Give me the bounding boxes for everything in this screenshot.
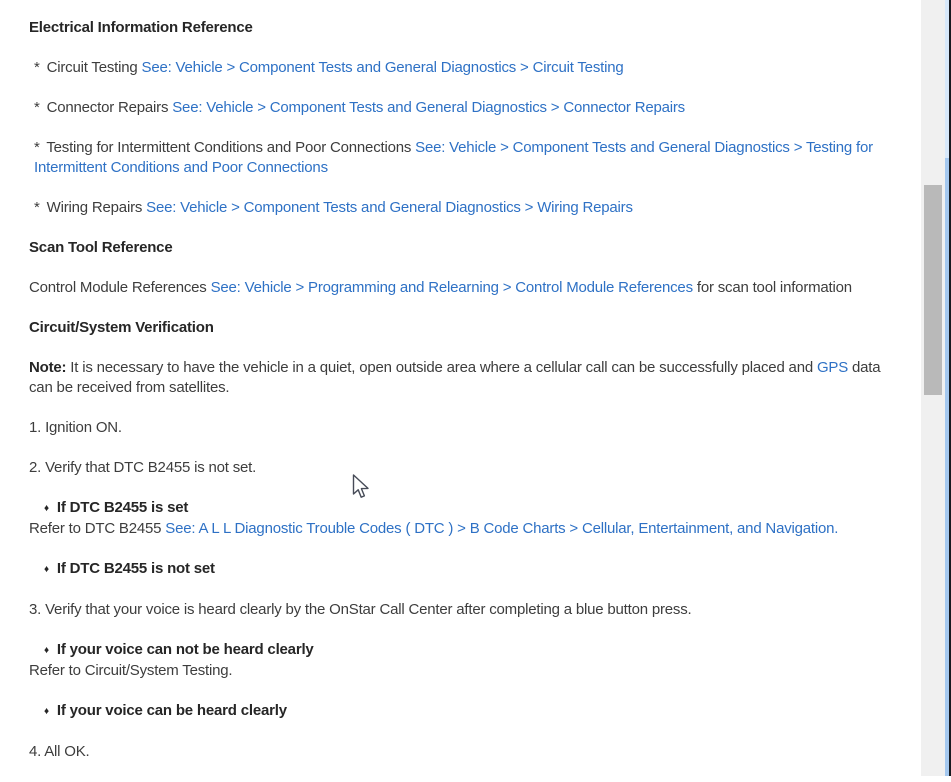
bullet-item-wiring-repairs	[29, 198, 895, 218]
bullet-label: Wiring Repairs	[46, 199, 143, 216]
asterisk-bullet-icon: *	[34, 199, 40, 216]
condition-text: If DTC B2455 is not set	[56, 560, 215, 577]
bullet-item-connector-repairs	[29, 98, 895, 118]
link-circuit-testing[interactable]: See: Vehicle > Component Tests and General Diagnostics > Circuit Testing	[141, 59, 624, 76]
condition-header	[29, 560, 215, 577]
heading-electrical-information-reference: Electrical Information Reference	[29, 19, 253, 36]
link-testing-intermittent-conditions[interactable]: See: Vehicle > Component Tests and General Diagnostics > Testing for Intermittent Conditions and Poor Connections	[34, 139, 873, 176]
step-3: 3. Verify that your voice is heard clearly by the OnStar Call Center after completing a blue button press.	[29, 601, 692, 618]
heading-circuit-system-verification: Circuit/System Verification	[29, 319, 214, 336]
asterisk-bullet-icon: *	[34, 99, 40, 116]
bullet-item-circuit-testing	[29, 58, 895, 78]
diamond-bullet-icon: ♦	[44, 503, 49, 514]
link-dtc-b2455-code-charts[interactable]: See: A L L Diagnostic Trouble Codes ( DTC ) > B Code Charts > Cellular, Entertainment, and Navigation.	[165, 520, 839, 537]
refer-text: Refer to DTC B2455	[29, 520, 162, 537]
condition-dtc-set	[29, 498, 895, 539]
line-text: It is necessary to have the vehicle in a quiet, open outside area where a cellular call can be successfully placed and	[70, 359, 813, 376]
bullet-label: Testing for Intermittent Conditions and Poor Connections	[46, 139, 412, 156]
control-module-references-line	[29, 278, 895, 298]
condition-header	[29, 499, 188, 516]
line-text: for scan tool information	[696, 279, 852, 296]
condition-text: If DTC B2455 is set	[56, 499, 189, 516]
step-1: 1. Ignition ON.	[29, 419, 122, 436]
condition-header	[29, 641, 314, 658]
bullet-label: Circuit Testing	[46, 59, 138, 76]
diamond-bullet-icon: ♦	[44, 645, 49, 656]
condition-dtc-not-set	[29, 559, 895, 580]
link-connector-repairs[interactable]: See: Vehicle > Component Tests and General Diagnostics > Connector Repairs	[172, 99, 685, 116]
inner-scrollbar-thumb[interactable]	[924, 185, 942, 395]
line-text: Control Module References	[29, 279, 207, 296]
bullet-item-testing-intermittent	[29, 138, 895, 178]
asterisk-bullet-icon: *	[34, 139, 40, 156]
condition-voice-heard	[29, 701, 895, 722]
condition-header	[29, 702, 287, 719]
refer-text: Refer to Circuit/System Testing.	[29, 662, 233, 679]
heading-scan-tool-reference: Scan Tool Reference	[29, 239, 173, 256]
condition-voice-not-heard	[29, 640, 895, 681]
asterisk-bullet-icon: *	[34, 59, 40, 76]
step-4: 4. All OK.	[29, 743, 90, 760]
link-gps[interactable]: GPS	[816, 359, 849, 376]
condition-text: If your voice can be heard clearly	[56, 702, 287, 719]
line-text: data can be received from satellites.	[29, 359, 881, 396]
note-label: Note:	[29, 359, 67, 376]
link-control-module-references[interactable]: See: Vehicle > Programming and Relearning > Control Module References	[210, 279, 693, 296]
diamond-bullet-icon: ♦	[44, 564, 49, 575]
link-wiring-repairs[interactable]: See: Vehicle > Component Tests and General Diagnostics > Wiring Repairs	[146, 199, 633, 216]
bullet-label: Connector Repairs	[46, 99, 169, 116]
note-line	[29, 358, 895, 398]
condition-text: If your voice can not be heard clearly	[56, 641, 314, 658]
step-2: 2. Verify that DTC B2455 is not set.	[29, 459, 257, 476]
diamond-bullet-icon: ♦	[44, 706, 49, 717]
